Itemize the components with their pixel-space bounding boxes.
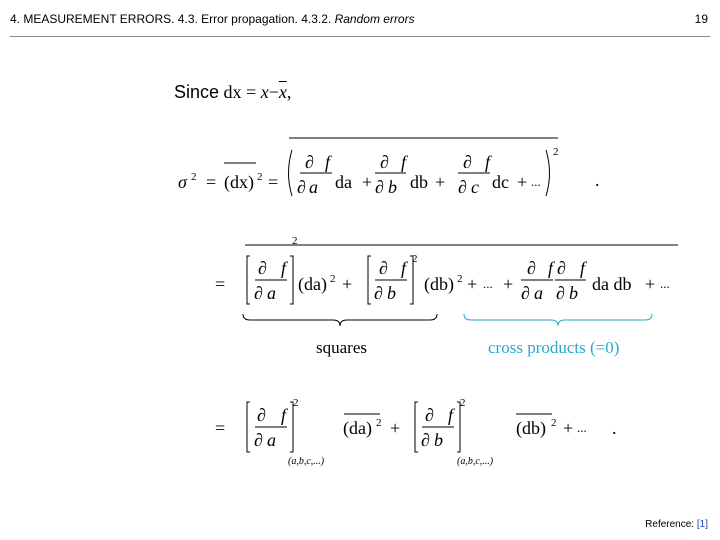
eq2-dots-2: ...: [660, 276, 670, 291]
squares-underbrace: [243, 314, 437, 326]
equation-3: [215, 397, 617, 467]
eq3-eval-point-b: (a,b,c,...): [457, 456, 494, 467]
eq3-plus-1: +: [390, 418, 401, 438]
eq3-var-a: a: [267, 430, 276, 450]
eq1-plus-3: +: [517, 172, 528, 192]
reference-prefix: Reference:: [645, 519, 695, 530]
intro-minus: −: [268, 82, 279, 102]
eq1-var-a: a: [309, 177, 318, 197]
eq2-plus-3: +: [503, 274, 514, 294]
eq2-exp-a: 2: [292, 235, 298, 247]
eq2-equals: =: [215, 274, 226, 294]
eq2-bracket-a-left: [247, 256, 250, 304]
eq2-exp-b: 2: [412, 253, 418, 265]
eq1-outer-exp: 2: [553, 146, 559, 158]
eq2-da-exp: 2: [330, 273, 336, 285]
eq3-partial-a: ∂: [254, 430, 263, 450]
eq3-exp-a: 2: [293, 397, 299, 409]
eq1-equals: =: [206, 172, 217, 192]
intro-comma: ,: [286, 82, 292, 102]
eq2-db-exp: 2: [457, 273, 463, 285]
eq1-f-a: f: [325, 152, 331, 172]
eq3-dots: ...: [577, 420, 587, 435]
title-italic: Random errors: [334, 12, 415, 26]
eq2-cross-partial-b: ∂: [556, 283, 565, 303]
eq1-var-b: b: [388, 177, 397, 197]
eq3-plus-2: +: [563, 418, 574, 438]
eq2-plus-4: +: [645, 274, 656, 294]
eq1-partial-a: ∂: [297, 177, 306, 197]
eq2-plus-1: +: [342, 274, 353, 294]
eq1-dx-exp: 2: [257, 171, 263, 183]
eq1-f-c: f: [485, 152, 491, 172]
equation-2: [215, 235, 678, 304]
eq3-bracket-a-left: [247, 402, 250, 452]
eq2-cross-partial-f-1: ∂: [527, 258, 536, 278]
eq1-plus-1: +: [362, 172, 373, 192]
eq3-da-exp: 2: [376, 417, 382, 429]
eq2-cross-f-1: f: [548, 258, 554, 278]
eq2-da-sq: (da): [298, 274, 327, 294]
eq2-partial-a: ∂: [254, 283, 263, 303]
eq1-dc: dc: [492, 172, 509, 192]
eq1-right-paren: [546, 150, 550, 196]
eq1-partial-f-b: ∂: [380, 152, 389, 172]
sigma-symbol: σ: [178, 172, 187, 192]
eq2-db-sq: (db): [424, 274, 454, 294]
eq2-dots-1: ...: [483, 276, 493, 291]
title-prefix: 4. MEASUREMENT ERRORS. 4.3. Error propagation. 4.3.2.: [10, 12, 332, 26]
eq3-bracket-b-right: [457, 402, 460, 452]
eq2-cross-var-b: b: [569, 283, 578, 303]
eq1-plus-2: +: [435, 172, 446, 192]
intro-eq: =: [246, 82, 257, 102]
eq1-f-b: f: [401, 152, 407, 172]
eq3-equals: =: [215, 418, 226, 438]
eq3-f-a: f: [281, 405, 287, 425]
eq2-f-a: f: [281, 258, 287, 278]
eq1-partial-f-a: ∂: [305, 152, 314, 172]
eq3-da-sq: (da): [343, 418, 372, 438]
sigma-exponent: 2: [191, 171, 197, 183]
eq1-partial-f-c: ∂: [463, 152, 472, 172]
cross-products-underbrace: [464, 314, 652, 326]
intro-lhs: dx: [223, 82, 242, 102]
squares-label: squares: [316, 338, 367, 357]
eq1-dx-sq: (dx): [224, 172, 254, 192]
eq1-da: da: [335, 172, 352, 192]
eq2-partial-f-b: ∂: [379, 258, 388, 278]
eq3-var-b: b: [434, 430, 443, 450]
eq1-period: .: [595, 170, 600, 190]
eq3-partial-f-a: ∂: [257, 405, 266, 425]
eq2-bracket-a-right: [290, 256, 293, 304]
eq3-eval-point-a: (a,b,c,...): [288, 456, 325, 467]
eq3-period: .: [612, 418, 617, 438]
eq3-exp-b: 2: [460, 397, 466, 409]
eq2-cross-partial-f-2: ∂: [557, 258, 566, 278]
reference-link[interactable]: [1]: [696, 519, 708, 530]
eq2-partial-b: ∂: [374, 283, 383, 303]
eq2-plus-2: +: [467, 274, 478, 294]
eq3-partial-f-b: ∂: [425, 405, 434, 425]
eq1-left-paren: [289, 150, 293, 196]
eq3-f-b: f: [448, 405, 454, 425]
eq3-partial-b: ∂: [421, 430, 430, 450]
eq3-db-exp: 2: [551, 417, 557, 429]
eq3-bracket-a-right: [290, 402, 293, 452]
eq2-cross-da-db: da db: [592, 274, 632, 294]
intro-xbar: $\overline{x}$: [278, 82, 287, 102]
eq1-db: db: [410, 172, 428, 192]
eq1-var-c: c: [471, 177, 479, 197]
eq2-cross-var-a: a: [534, 283, 543, 303]
eq1-equals-2: =: [268, 172, 279, 192]
since-word: Since: [174, 82, 220, 102]
eq2-var-a: a: [267, 283, 276, 303]
cross-products-label: cross products (=0): [488, 338, 620, 357]
eq1-dots: ...: [531, 174, 541, 189]
eq2-partial-f-a: ∂: [258, 258, 267, 278]
eq3-db-sq: (db): [516, 418, 546, 438]
eq2-cross-partial-a: ∂: [521, 283, 530, 303]
eq3-bracket-b-left: [415, 402, 418, 452]
intro-x: x: [260, 82, 269, 102]
eq2-bracket-b-left: [368, 256, 371, 304]
page-number: 19: [694, 12, 708, 26]
eq1-partial-c: ∂: [458, 177, 467, 197]
reference-note: [645, 519, 708, 530]
eq2-cross-f-2: f: [580, 258, 586, 278]
eq1-partial-b: ∂: [375, 177, 384, 197]
eq2-f-b: f: [401, 258, 407, 278]
eq2-var-b: b: [387, 283, 396, 303]
equation-1: [178, 138, 600, 197]
